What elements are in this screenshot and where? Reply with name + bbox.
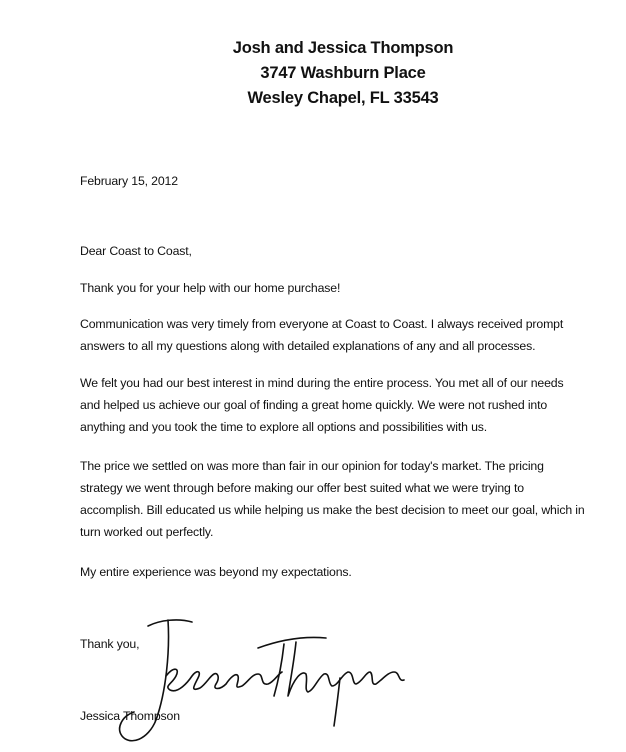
paragraph-experience: [80, 561, 600, 583]
paragraph-line: We felt you had our best interest in mind during the entire process. You met all of our needs: [80, 376, 564, 390]
paragraph-line: The price we settled on was more than fair in our opinion for today's market. The pricing: [80, 459, 544, 473]
letterhead: [0, 36, 626, 111]
signer-name: Jessica Thompson: [80, 709, 180, 723]
sender-street: 3747 Washburn Place: [260, 64, 426, 82]
paragraph-line: and helped us achieve our goal of finding a great home quickly. We were not rushed into: [80, 398, 548, 412]
paragraph-communication: [80, 313, 600, 357]
paragraph-line: strategy we went through before making our offer best suited what we were trying to: [80, 481, 524, 495]
paragraph-line: Communication was very timely from everyone at Coast to Coast. I always received prompt: [80, 317, 564, 331]
salutation: Dear Coast to Coast,: [80, 244, 192, 258]
paragraph-line: turn worked out perfectly.: [80, 525, 214, 539]
paragraph-line: My entire experience was beyond my expectations.: [80, 565, 352, 579]
handwritten-signature: [108, 612, 418, 752]
closing: Thank you,: [80, 637, 140, 651]
paragraph-thanks: [80, 277, 600, 299]
paragraph-price: [80, 455, 600, 543]
paragraph-interest: [80, 372, 600, 438]
letter-date: February 15, 2012: [80, 174, 178, 188]
paragraph-line: Thank you for your help with our home purchase!: [80, 281, 341, 295]
sender-city-state-zip: Wesley Chapel, FL 33543: [247, 89, 439, 107]
sender-name: Josh and Jessica Thompson: [232, 39, 454, 57]
paragraph-line: anything and you took the time to explore all options and possibilities with us.: [80, 420, 488, 434]
paragraph-line: answers to all my questions along with detailed explanations of any and all processes.: [80, 339, 536, 353]
paragraph-line: accomplish. Bill educated us while helping us make the best decision to meet our goal, which in: [80, 503, 585, 517]
